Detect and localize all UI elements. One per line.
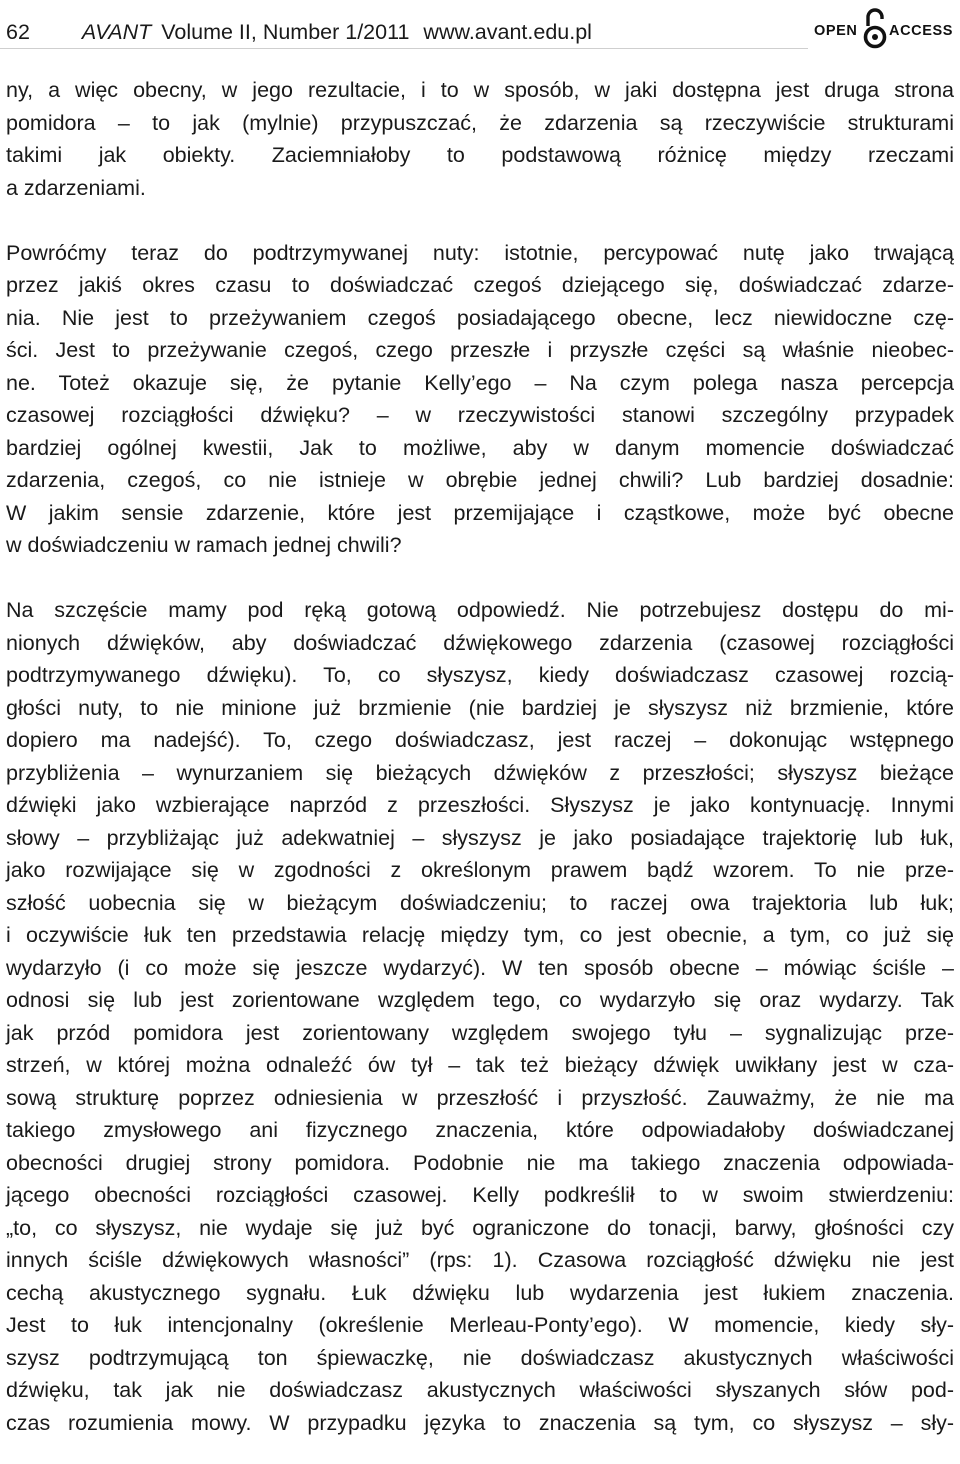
text-line: ny, a więc obecny, w jego rezultacie, i to w sposób, w jaki dostępna jest druga strona [6,78,954,102]
text-line: dopiero ma nadejść). To, czego doświadczasz, jest raczej – dokonując wstępnego [6,728,954,752]
text-line: jącego obecności rozciągłości czasowej. Kelly podkreślił to w swoim stwierdzeniu: [6,1183,954,1207]
text-line: wydarzyło (i co może się jeszcze wydarzyć). W ten sposób obecne – mówiąc ściśle – [6,955,954,980]
open-lock-icon [863,6,887,50]
text-line: odnosi się lub jest zorientowane względem tego, co wydarzyło się oraz wydarzy. Tak [6,988,954,1012]
text-line: pomidora – to jak (mylnie) przypuszczać, że zdarzenia są rzeczywiście strukturami [6,110,954,135]
text-line: dźwięki jako wzbierające naprzód z przeszłości. Słyszysz je jako kontynuację. Innymi [6,793,954,817]
text-line: sową strukturę poprzez odniesienia w przeszłość i przyszłość. Zauważmy, że nie ma [6,1085,954,1110]
text-line: ści. Jest to przeżywanie czegoś, czego przeszłe i przyszłe części są właśnie nieobec- [6,338,954,362]
text-line: głości nuty, to nie minione już brzmienie (nie bardziej je słyszysz niż brzmienie, które [6,695,954,720]
volume-info: Volume II, Number 1/2011 [161,20,410,44]
text-line: ne. Toteż okazuje się, że pytanie Kelly’ego – Na czym polega nasza percepcja [6,370,954,395]
paragraph-gap [6,204,954,237]
text-line: przybliżenia – wynurzaniem się bieżących dźwięków z przeszłości; słyszysz bieżące [6,760,954,785]
text-line: W jakim sensie zdarzenie, które jest przemijające i cząstkowe, może być obecne [6,500,954,525]
text-line: szysz podtrzymującą ton śpiewaczkę, nie doświadczasz akustycznych właściwości [6,1345,954,1370]
text-line: jak przód pomidora jest zorientowany względem swojego tyłu – sygnalizując prze- [6,1020,954,1045]
text-line: obecności drugiej strony pomidora. Podobnie nie ma takiego znaczenia odpowiada- [6,1150,954,1175]
text-line: i oczywiście łuk ten przedstawia relację między tym, co jest obecnie, a tym, co już się [6,923,954,947]
text-line: innych ściśle dźwiękowych własności” (rps: 1). Czasowa rozciągłość dźwięku nie jest [6,1248,954,1272]
text-line: Jest to łuk intencjonalny (określenie Merleau-Ponty’ego). W momencie, kiedy sły- [6,1313,954,1337]
paragraph-gap [6,562,954,595]
text-line: podtrzymywanego dźwięku). To, co słyszysz, kiedy doświadczasz czasowej rozcią- [6,663,954,687]
logo-access-text: ACCESS [889,23,954,39]
text-line: strzeń, w której można odnaleźć ów tył – tak też bieżący dźwięk uwikłany jest w cza- [6,1053,954,1077]
text-line: nionych dźwięków, aby doświadczać dźwiękowego zdarzenia (czasowej rozciągłości [6,630,954,655]
text-line: czasowej rozciągłości dźwięku? – w rzeczywistości stanowi szczególny przypadek [6,403,954,427]
running-header [6,19,592,45]
header-rule [0,48,808,49]
text-line: czas rozumienia mowy. W przypadku języka to znaczenia są tym, co słyszysz – sły- [6,1410,954,1435]
open-access-logo [814,6,960,52]
text-line: szłość uobecnia się w bieżącym doświadczeniu; to raczej owa trajektoria lub łuk; [6,890,954,915]
text-line: przez jakiś okres czasu to doświadczać czegoś dziejącego się, doświadczać zdarze- [6,273,954,297]
text-line: dźwięku, tak jak nie doświadczasz akustycznych właściwości słyszanych słów pod- [6,1378,954,1402]
paragraph-2 [6,237,954,562]
text-line: jako rozwijające się w zgodności z określonym prawem bądź wzorem. To nie prze- [6,858,954,882]
text-line: Na szczęście mamy pod ręką gotową odpowiedź. Nie potrzebujesz dostępu do mi- [6,598,954,622]
text-line: „to, co słyszysz, nie wydaje się już być ograniczone do tonacji, barwy, głośności czy [6,1215,954,1240]
paragraph-3 [6,594,954,1439]
text-line: w doświadczeniu w ramach jednej chwili? [6,533,402,557]
article-body [6,74,954,1439]
page-number: 62 [6,20,30,44]
text-line: a zdarzeniami. [6,175,146,200]
text-line: Powróćmy teraz do podtrzymywanej nuty: istotnie, percypować nutę jako trwającą [6,240,954,265]
text-line: bardziej ogólnej kwestii, Jak to możliwe, aby w danym momencie doświadczać [6,435,954,460]
journal-url: www.avant.edu.pl [423,20,592,44]
text-line: nia. Nie jest to przeżywaniem czegoś posiadającego obecne, lecz niewidoczne czę- [6,305,954,330]
text-line: takimi jak obiekty. Zaciemniałoby to podstawową różnicę między rzeczami [6,143,954,167]
page-header [0,0,960,60]
text-line: słowy – przybliżając już adekwatniej – słyszysz je jako posiadające trajektorię lub łuk, [6,825,954,850]
journal-name: AVANT [81,20,152,44]
logo-open-text: OPEN [814,23,858,39]
text-line: zdarzenia, czegoś, co nie istnieje w obrębie jednej chwili? Lub bardziej dosadnie: [6,468,954,492]
text-line: cechą akustycznego sygnału. Łuk dźwięku lub wydarzenia jest łukiem znaczenia. [6,1280,954,1305]
text-line: takiego zmysłowego ani fizycznego znaczenia, które odpowiadałoby doświadczanej [6,1118,954,1142]
paragraph-1 [6,74,954,204]
